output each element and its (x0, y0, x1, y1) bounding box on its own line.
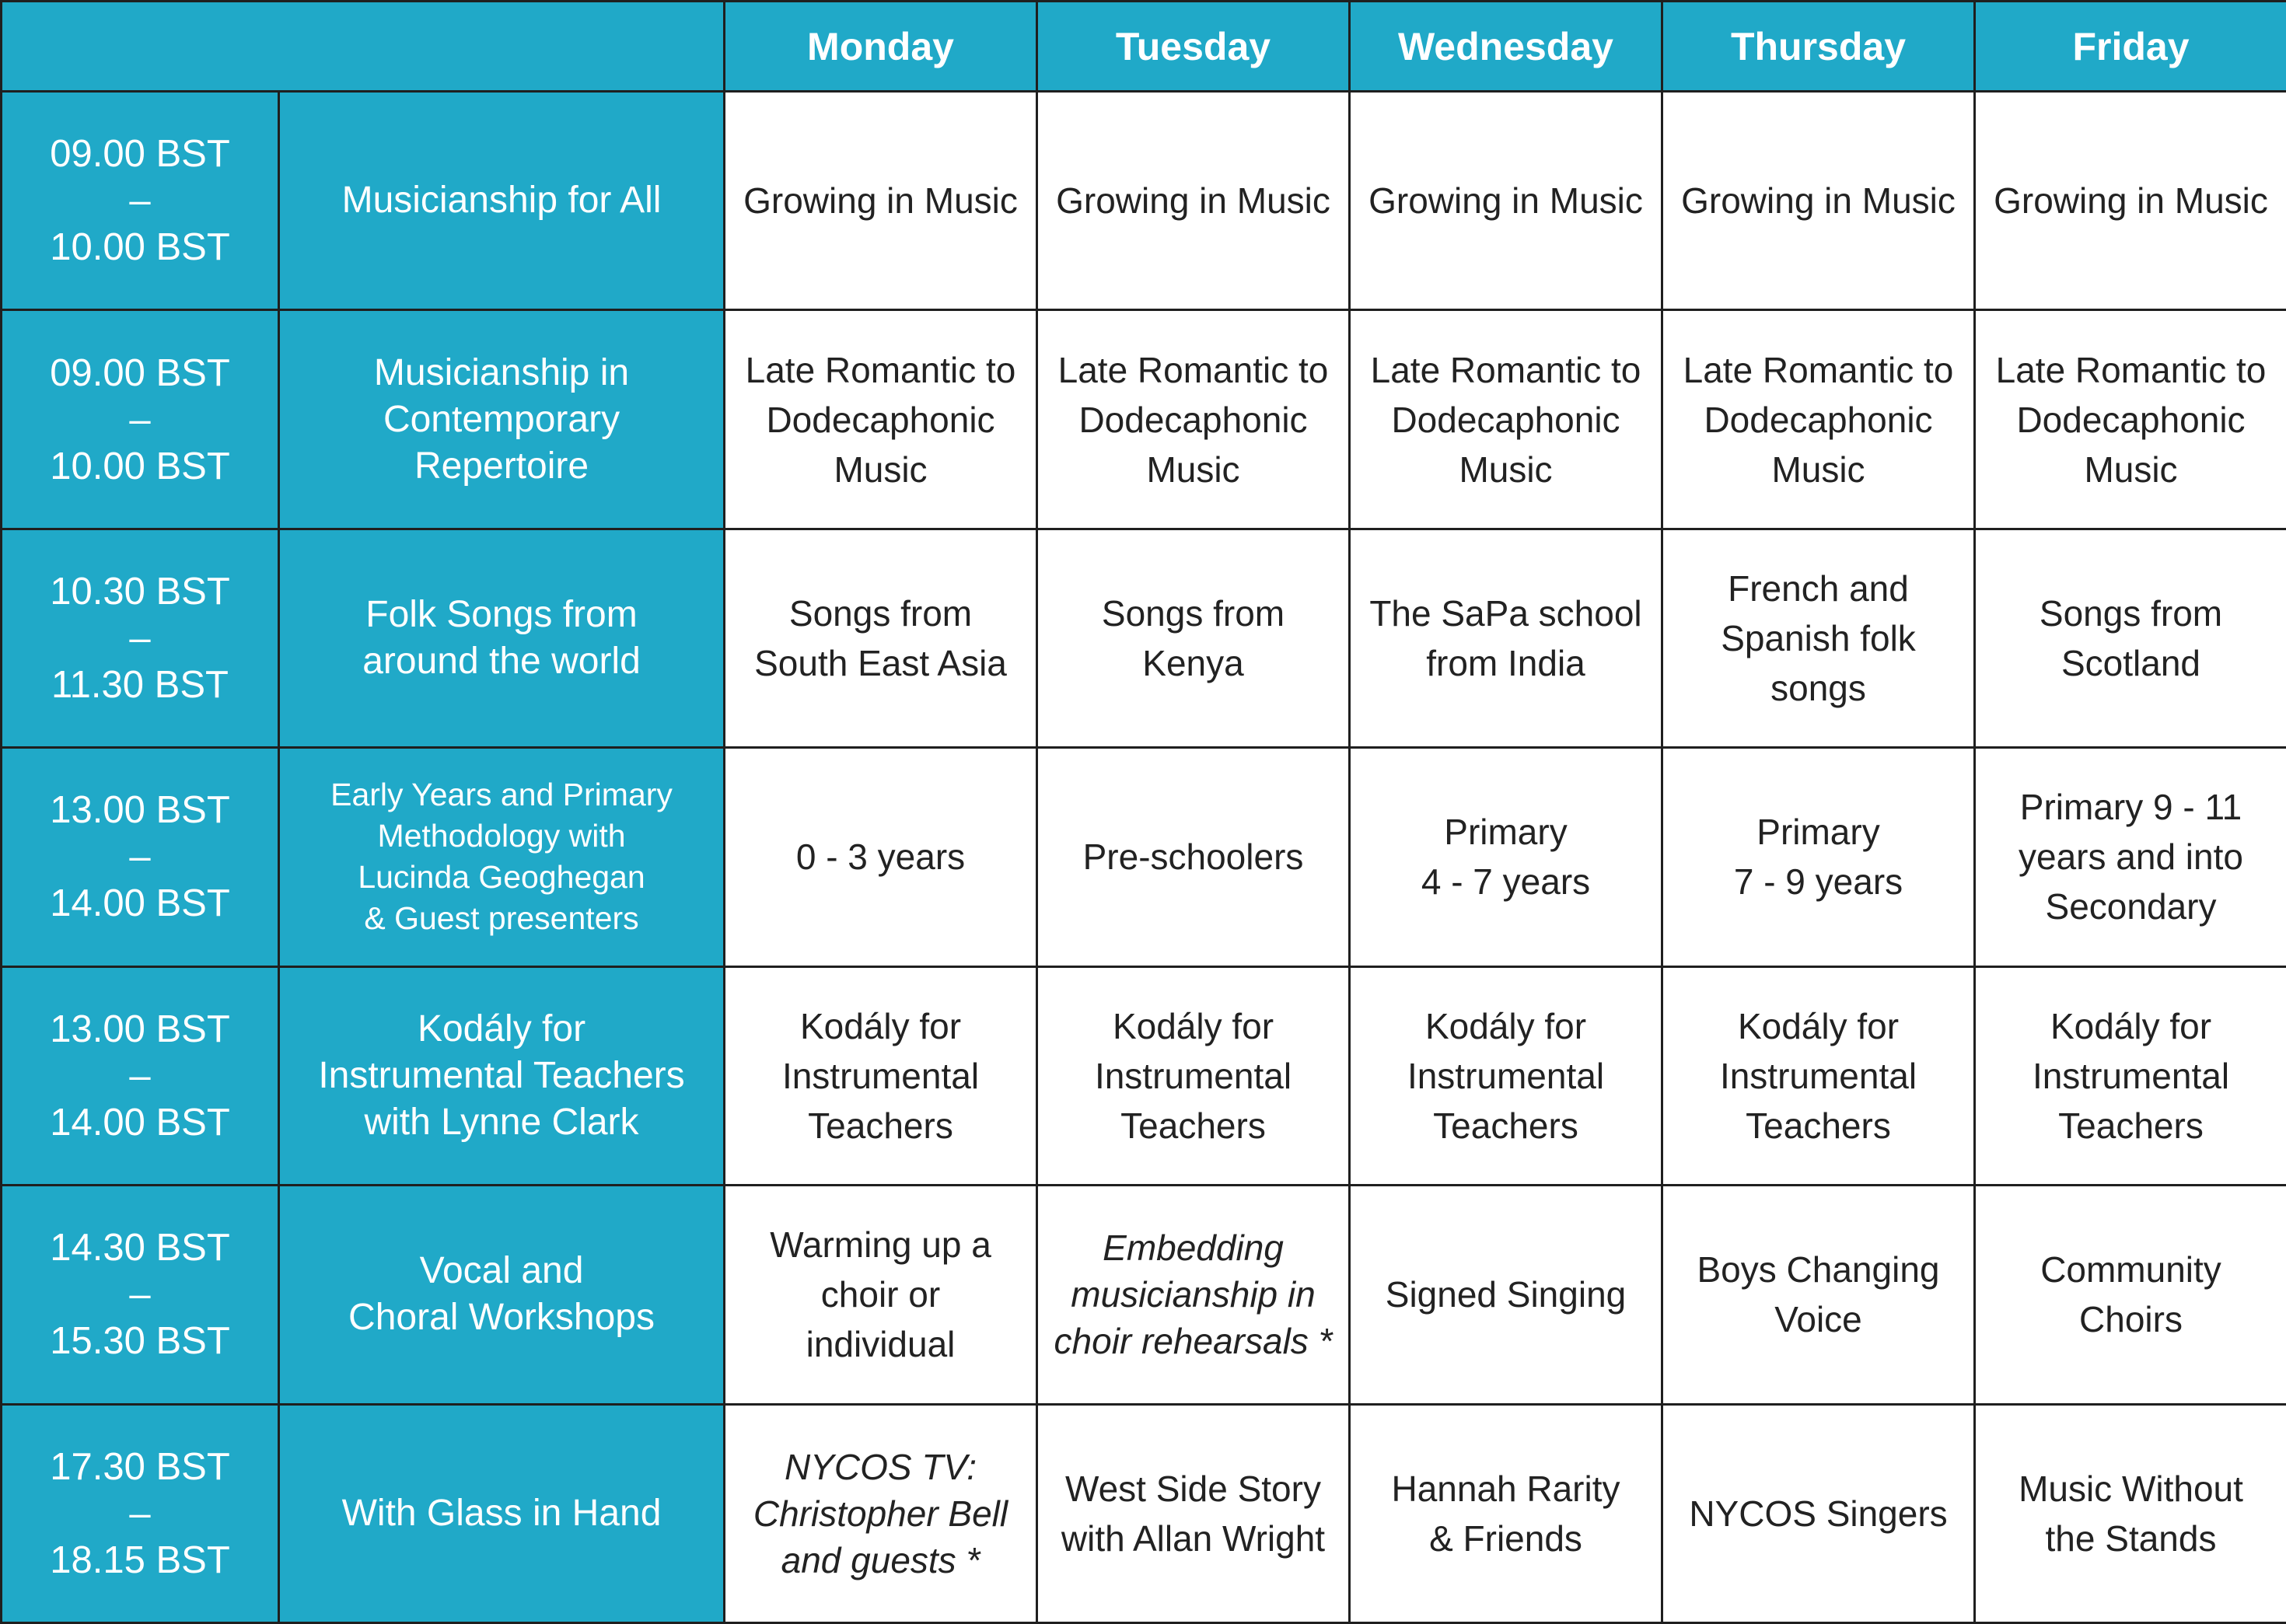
time-start: 09.00 BST (50, 351, 230, 394)
session-tuesday: Kodály for Instrumental Teachers (1037, 966, 1350, 1185)
time-cell (2, 92, 279, 310)
course-title: Musicianship for All (341, 180, 662, 222)
session-friday: Growing in Music (1975, 92, 2286, 310)
time-cell (2, 748, 279, 966)
session-monday: 0 - 3 years (725, 748, 1037, 966)
table-row (2, 1404, 2286, 1622)
time-end: 10.00 BST (50, 226, 230, 269)
time-start: 10.30 BST (50, 571, 230, 613)
time-end: 18.15 BST (50, 1538, 230, 1581)
table-row (2, 310, 2286, 529)
time-separator: – (129, 1273, 151, 1316)
header-wednesday: Wednesday (1350, 2, 1662, 92)
time-separator: – (129, 1054, 151, 1097)
table-row (2, 748, 2286, 966)
course-cell (279, 529, 725, 747)
time-cell (2, 966, 279, 1185)
session-monday: Kodály for Instrumental Teachers (725, 966, 1037, 1185)
session-thursday: Kodály for Instrumental Teachers (1662, 966, 1975, 1185)
header-monday: Monday (725, 2, 1037, 92)
course-cell (279, 1186, 725, 1404)
session-wednesday: Growing in Music (1350, 92, 1662, 310)
session-wednesday: Primary 4 - 7 years (1350, 748, 1662, 966)
session-wednesday: Late Romantic to Dodecaphonic Music (1350, 310, 1662, 529)
session-thursday: Late Romantic to Dodecaphonic Music (1662, 310, 1975, 529)
time-separator: – (129, 1492, 151, 1535)
header-corner-cell (2, 2, 725, 92)
time-cell (2, 310, 279, 529)
session-thursday: Primary 7 - 9 years (1662, 748, 1975, 966)
session-monday: Warming up a choir or individual (725, 1186, 1037, 1404)
session-tuesday: Growing in Music (1037, 92, 1350, 310)
session-thursday: NYCOS Singers (1662, 1404, 1975, 1622)
course-title: With Glass in Hand (341, 1492, 662, 1534)
course-cell (279, 748, 725, 966)
time-start: 17.30 BST (50, 1445, 230, 1488)
session-friday: Late Romantic to Dodecaphonic Music (1975, 310, 2286, 529)
time-separator: – (129, 398, 151, 441)
time-end: 15.30 BST (50, 1320, 230, 1363)
session-wednesday: Hannah Rarity & Friends (1350, 1404, 1662, 1622)
header-row (2, 2, 2286, 92)
session-friday: Music Without the Stands (1975, 1404, 2286, 1622)
time-separator: – (129, 180, 151, 222)
session-thursday: Growing in Music (1662, 92, 1975, 310)
time-start: 13.00 BST (50, 789, 230, 832)
table-row (2, 529, 2286, 747)
course-title: Kodály for Instrumental Teachers with Lynne Clark (318, 1008, 685, 1143)
course-title: Musicianship in Contemporary Repertoire (373, 351, 630, 487)
session-tuesday: Embedding musicianship in choir rehearsals * (1037, 1186, 1350, 1404)
session-tuesday: Songs from Kenya (1037, 529, 1350, 747)
session-tuesday: Pre-schoolers (1037, 748, 1350, 966)
session-monday: Growing in Music (725, 92, 1037, 310)
course-title: Folk Songs from around the world (362, 594, 641, 683)
time-cell (2, 1186, 279, 1404)
time-end: 14.00 BST (50, 882, 230, 925)
session-wednesday: Signed Singing (1350, 1186, 1662, 1404)
time-end: 10.00 BST (50, 445, 230, 487)
course-cell (279, 1404, 725, 1622)
header-tuesday: Tuesday (1037, 2, 1350, 92)
course-cell (279, 310, 725, 529)
time-separator: – (129, 836, 151, 878)
session-friday: Kodály for Instrumental Teachers (1975, 966, 2286, 1185)
time-cell (2, 529, 279, 747)
time-start: 14.30 BST (50, 1227, 230, 1270)
course-title: Vocal and Choral Workshops (348, 1250, 655, 1339)
session-monday: NYCOS TV: Christopher Bell and guests * (725, 1404, 1037, 1622)
session-monday: Songs from South East Asia (725, 529, 1037, 747)
session-tuesday: West Side Story with Allan Wright (1037, 1404, 1350, 1622)
header-thursday: Thursday (1662, 2, 1975, 92)
session-monday: Late Romantic to Dodecaphonic Music (725, 310, 1037, 529)
session-thursday: French and Spanish folk songs (1662, 529, 1975, 747)
time-separator: – (129, 617, 151, 660)
time-end: 11.30 BST (51, 664, 229, 707)
session-friday: Primary 9 - 11 years and into Secondary (1975, 748, 2286, 966)
session-friday: Songs from Scotland (1975, 529, 2286, 747)
course-cell (279, 92, 725, 310)
course-title: Early Years and Primary Methodology with Lucinda Geoghegan & Guest presenters (330, 777, 673, 937)
table-row (2, 1186, 2286, 1404)
header-friday: Friday (1975, 2, 2286, 92)
session-tuesday: Late Romantic to Dodecaphonic Music (1037, 310, 1350, 529)
session-thursday: Boys Changing Voice (1662, 1186, 1975, 1404)
table-row (2, 92, 2286, 310)
time-cell (2, 1404, 279, 1622)
course-cell (279, 966, 725, 1185)
session-friday: Community Choirs (1975, 1186, 2286, 1404)
time-end: 14.00 BST (50, 1101, 230, 1144)
table-row (2, 966, 2286, 1185)
time-start: 13.00 BST (50, 1008, 230, 1050)
time-start: 09.00 BST (50, 133, 230, 176)
session-wednesday: The SaPa school from India (1350, 529, 1662, 747)
session-wednesday: Kodály for Instrumental Teachers (1350, 966, 1662, 1185)
